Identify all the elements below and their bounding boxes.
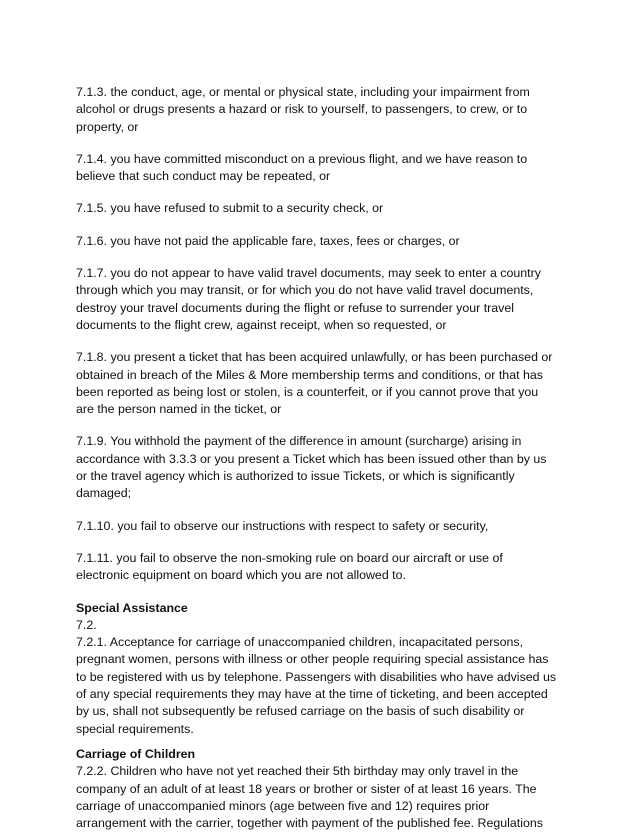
clause-7-1-9: [76, 433, 576, 502]
text-line: 7.2.2. Children who have not yet reached their 5th birthday may only travel in the: [76, 764, 519, 779]
clause-7-1-5: [76, 200, 576, 217]
text-line: of any special requirements they may have at the time of ticketing, and been accepted: [76, 687, 548, 702]
text-line: accordance with 3.3.3 or you present a Ticket which has been issued other than by us: [76, 451, 547, 466]
text-line: company of an adult of at least 18 years or brother or sister of at least 16 years. The: [76, 781, 537, 796]
carriage-of-children-section: [76, 746, 576, 832]
text-line: pregnant women, persons with illness or other people requiring special assistance has: [76, 652, 549, 667]
section-number: 7.2.: [76, 617, 97, 632]
text-line: 7.1.8. you present a ticket that has been acquired unlawfully, or has been purchased or: [76, 350, 553, 365]
text-line: obtained in breach of the Miles & More membership terms and conditions, or that has: [76, 367, 543, 382]
text-line: been reported as being lost or stolen, is a counterfeit, or if you cannot prove that you: [76, 384, 539, 399]
text-line: property, or: [76, 119, 139, 134]
text-line: 7.1.4. you have committed misconduct on a previous flight, and we have reason to: [76, 151, 528, 166]
text-line: carriage of unaccompanied minors (age between five and 12) requires prior: [76, 798, 490, 813]
clause-7-1-4: [76, 151, 576, 186]
clause-7-1-3: [76, 84, 576, 136]
text-line: damaged;: [76, 486, 132, 501]
text-line: documents to the flight crew, against receipt, when so requested, or: [76, 317, 447, 332]
section-heading: Carriage of Children: [76, 746, 196, 761]
clause-7-1-10: [76, 518, 576, 535]
clause-7-1-11: [76, 550, 576, 585]
text-line: 7.1.3. the conduct, age, or mental or physical state, including your impairment from: [76, 85, 530, 99]
text-line: 7.2.1. Acceptance for carriage of unaccompanied children, incapacitated persons,: [76, 635, 524, 650]
text-line: 7.1.6. you have not paid the applicable fare, taxes, fees or charges, or: [76, 233, 460, 248]
text-line: or the travel agency which is authorized to issue Tickets, or which is significantly: [76, 469, 515, 484]
text-line: 7.1.11. you fail to observe the non-smoking rule on board our aircraft or use of: [76, 550, 503, 565]
section-heading: Special Assistance: [76, 600, 188, 615]
text-line: 7.1.10. you fail to observe our instructions with respect to safety or security,: [76, 518, 489, 533]
clause-7-2-2: [76, 763, 576, 832]
clause-7-1-7: [76, 265, 576, 334]
text-line: destroy your travel documents during the flight or refuse to surrender your travel: [76, 300, 515, 315]
text-line: 7.1.5. you have refused to submit to a security check, or: [76, 201, 384, 216]
text-line: electronic equipment on board which you are not allowed to.: [76, 568, 406, 583]
text-line: special requirements.: [76, 721, 194, 736]
text-line: arrangement with the carrier, together with payment of the published fee. Regulations: [76, 816, 543, 831]
text-line: through which you may transit, or for which you do not have valid travel documents,: [76, 283, 534, 298]
text-line: 7.1.7. you do not appear to have valid travel documents, may seek to enter a country: [76, 266, 541, 281]
clause-7-1-8: [76, 349, 576, 418]
clause-7-1-6: [76, 233, 576, 250]
text-line: to be registered with us by telephone. Passengers with disabilities who have advised us: [76, 669, 557, 684]
clause-7-2: [76, 617, 576, 738]
special-assistance-section: [76, 600, 576, 738]
text-line: alcohol or drugs presents a hazard or risk to yourself, to passengers, to crew, or to: [76, 102, 528, 117]
text-line: believe that such conduct may be repeated, or: [76, 169, 331, 184]
text-line: 7.1.9. You withhold the payment of the difference in amount (surcharge) arising in: [76, 434, 522, 449]
text-line: by us, shall not subsequently be refused carriage on the basis of such disability or: [76, 704, 525, 719]
text-line: are the person named in the ticket, or: [76, 402, 282, 417]
document-body: [76, 84, 576, 840]
